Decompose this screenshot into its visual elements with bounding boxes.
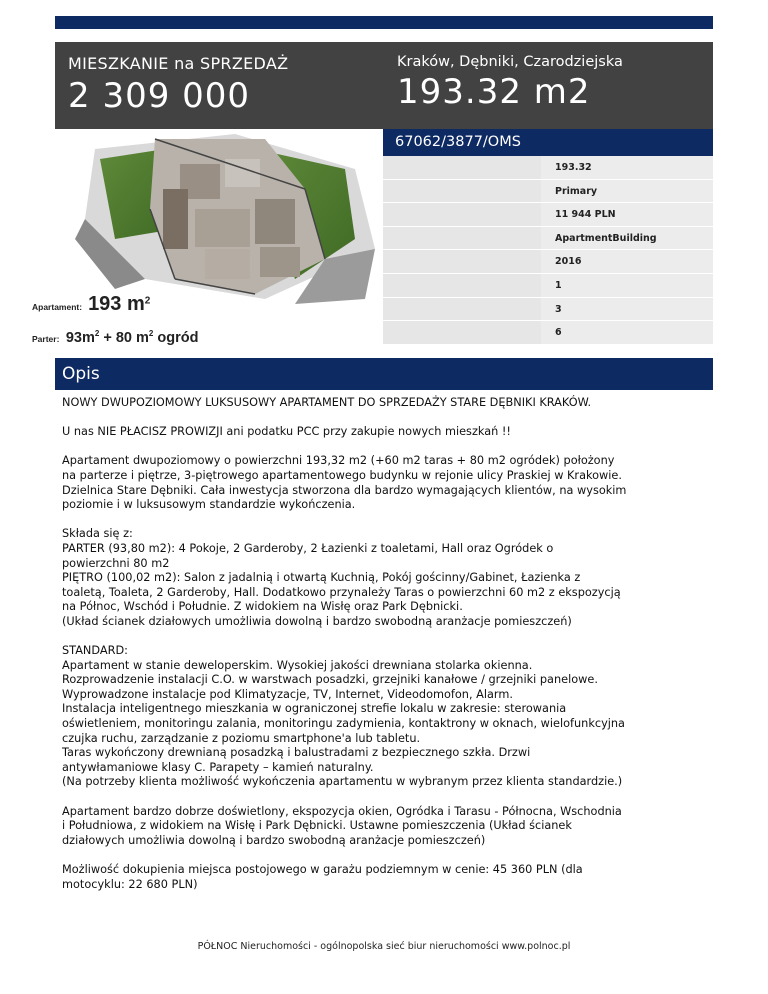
property-row bbox=[383, 203, 713, 227]
property-row bbox=[383, 321, 713, 345]
description-line: na Północ, Wschód i Południe. Z widokiem na Wisłę oraz Park Dębnicki. bbox=[62, 600, 463, 614]
reference-number: 67062/3877/OMS bbox=[383, 129, 713, 156]
property-value: 193.32 bbox=[541, 156, 713, 180]
property-value: Primary bbox=[541, 180, 713, 204]
description-paragraph bbox=[62, 527, 712, 629]
property-label-cell bbox=[383, 156, 541, 180]
description-line: PIĘTRO (100,02 m2): Salon z jadalnią i otwartą Kuchnią, Pokój gościnny/Gabinet, Łazienka z bbox=[62, 571, 581, 585]
plan-garden-area-sup: 2 bbox=[148, 329, 154, 339]
listing-location: Kraków, Dębniki, Czarodziejska bbox=[397, 54, 623, 70]
description-paragraph bbox=[62, 805, 712, 849]
description-line: działowych umożliwia dowolną i bardzo swobodną aranżacje pomieszczeń) bbox=[62, 833, 486, 847]
plan-apartment-label bbox=[32, 293, 150, 316]
description bbox=[62, 396, 712, 907]
description-paragraph bbox=[62, 425, 712, 440]
description-paragraph bbox=[62, 396, 712, 411]
plan-parter-caption: Parter: bbox=[32, 334, 60, 344]
header-left bbox=[68, 54, 288, 116]
description-paragraph bbox=[62, 454, 712, 512]
description-line: Wyprowadzone instalacje pod Klimatyzacje, TV, Internet, Videodomofon, Alarm. bbox=[62, 687, 513, 701]
property-row bbox=[383, 227, 713, 251]
property-label-cell bbox=[383, 203, 541, 227]
description-line: i Południowa, z widokiem na Wisłę i Park Dębnicki. Ustawne pomieszczenia (Układ ścianek bbox=[62, 819, 572, 833]
description-line: Apartament dwupoziomowy o powierzchni 193,32 m2 (+60 m2 taras + 80 m2 ogródek) położony bbox=[62, 454, 615, 468]
property-label-cell bbox=[383, 180, 541, 204]
listing-kicker: MIESZKANIE na SPRZEDAŻ bbox=[68, 54, 289, 73]
description-line: (Układ ścianek działowych umożliwia dowolną i bardzo swobodną aranżacje pomieszczeń) bbox=[62, 614, 572, 628]
plan-apartment-caption: Apartament: bbox=[32, 302, 83, 312]
description-line: na parterze i piętrze, 3-piętrowego apartamentowego budynku w rejonie ulicy Praskiej w Krakowie. bbox=[62, 468, 622, 482]
property-row bbox=[383, 180, 713, 204]
description-line: STANDARD: bbox=[62, 644, 128, 658]
property-row bbox=[383, 274, 713, 298]
plan-parter-area-sup: 2 bbox=[94, 329, 100, 339]
property-row bbox=[383, 250, 713, 274]
description-line: Apartament bardzo dobrze doświetlony, ekspozycja okien, Ogródka i Tarasu - Północna, Wschodnia bbox=[62, 804, 622, 818]
description-line: toaletą, Toaleta, 2 Garderoby, Hall. Dodatkowo przynależy Taras o powierzchni 60 m2 z ekspozycją bbox=[62, 585, 621, 599]
plan-apartment-unit-sup: 2 bbox=[144, 295, 151, 307]
property-label-cell bbox=[383, 298, 541, 322]
description-paragraph bbox=[62, 863, 712, 892]
description-paragraph bbox=[62, 644, 712, 790]
floor-plan-illustration bbox=[55, 129, 383, 351]
listing-header bbox=[55, 42, 713, 129]
description-line: Składa się z: bbox=[62, 527, 133, 541]
plan-garden-area: + 80 m bbox=[99, 330, 149, 346]
description-line: (Na potrzeby klienta możliwość wykończenia apartamentu w wybranym przez klienta standardzie.) bbox=[62, 775, 623, 789]
description-line: Rozprowadzenie instalacji C.O. w warstwach posadzki, grzejniki kanałowe / grzejniki panelowe. bbox=[62, 673, 598, 687]
section-title-opis: Opis bbox=[55, 358, 713, 390]
description-line: Taras wykończony drewnianą posadzką i balustradami z bezpiecznego szkła. Drzwi bbox=[62, 746, 531, 760]
property-value: 11 944 PLN bbox=[541, 203, 713, 227]
description-line: antywłamaniowe klasy C. Parapety – kamień naturalny. bbox=[62, 760, 374, 774]
property-table bbox=[383, 156, 713, 345]
listing-area: 193.32 m2 bbox=[397, 72, 591, 112]
description-line: oświetleniem, monitoringu zalania, monitoringu zadymienia, kontaktrony w oknach, wielofunkcyjna bbox=[62, 717, 625, 731]
floor-plan-image bbox=[55, 129, 383, 351]
description-line: poziomie i w luksusowym standardzie wykończenia. bbox=[62, 498, 356, 512]
listing-price: 2 309 000 bbox=[68, 76, 251, 116]
property-label-cell bbox=[383, 250, 541, 274]
plan-parter-label bbox=[32, 329, 198, 347]
description-line: NOWY DWUPOZIOMOWY LUKSUSOWY APARTAMENT DO SPRZEDAŻY STARE DĘBNIKI KRAKÓW. bbox=[62, 396, 592, 409]
description-line: Apartament w stanie deweloperskim. Wysokiej jakości drewniana stolarka okienna. bbox=[62, 658, 533, 672]
property-value: 3 bbox=[541, 298, 713, 322]
description-line: powierzchni 80 m2 bbox=[62, 556, 170, 570]
property-value: 6 bbox=[541, 321, 713, 345]
description-line: czujka ruchu, zarządzanie z poziomu smartphone'a lub tabletu. bbox=[62, 731, 421, 745]
property-value: ApartmentBuilding bbox=[541, 227, 713, 251]
header-right bbox=[397, 54, 623, 112]
description-line: Możliwość dokupienia miejsca postojowego w garażu podziemnym w cenie: 45 360 PLN (dla bbox=[62, 863, 583, 876]
footer: PÓŁNOC Nieruchomości - ogólnopolska sieć biur nieruchomości www.polnoc.pl bbox=[197, 941, 571, 952]
description-line: Instalacja inteligentnego mieszkania w ograniczonej strefie lokalu w zakresie: sterowania bbox=[62, 702, 567, 716]
top-accent-bar bbox=[55, 16, 713, 29]
property-row bbox=[383, 156, 713, 180]
plan-apartment-value: 193 m bbox=[88, 293, 145, 315]
description-line: Dzielnica Stare Dębniki. Cała inwestycja stworzona dla bardzo wymagających klientów, na wysokim bbox=[62, 483, 627, 497]
plan-garden-word: ogród bbox=[153, 330, 199, 346]
description-line: PARTER (93,80 m2): 4 Pokoje, 2 Garderoby, 2 Łazienki z toaletami, Hall oraz Ogródek o bbox=[62, 541, 554, 555]
plan-parter-area: 93m bbox=[65, 330, 95, 346]
description-line: U nas NIE PŁACISZ PROWIZJI ani podatku PCC przy zakupie nowych mieszkań !! bbox=[62, 425, 511, 439]
description-line: motocyklu: 22 680 PLN) bbox=[62, 877, 198, 891]
property-value: 1 bbox=[541, 274, 713, 298]
property-label-cell bbox=[383, 274, 541, 298]
property-row bbox=[383, 298, 713, 322]
property-label-cell bbox=[383, 227, 541, 251]
property-value: 2016 bbox=[541, 250, 713, 274]
plan-parter-value bbox=[66, 330, 199, 346]
property-label-cell bbox=[383, 321, 541, 345]
